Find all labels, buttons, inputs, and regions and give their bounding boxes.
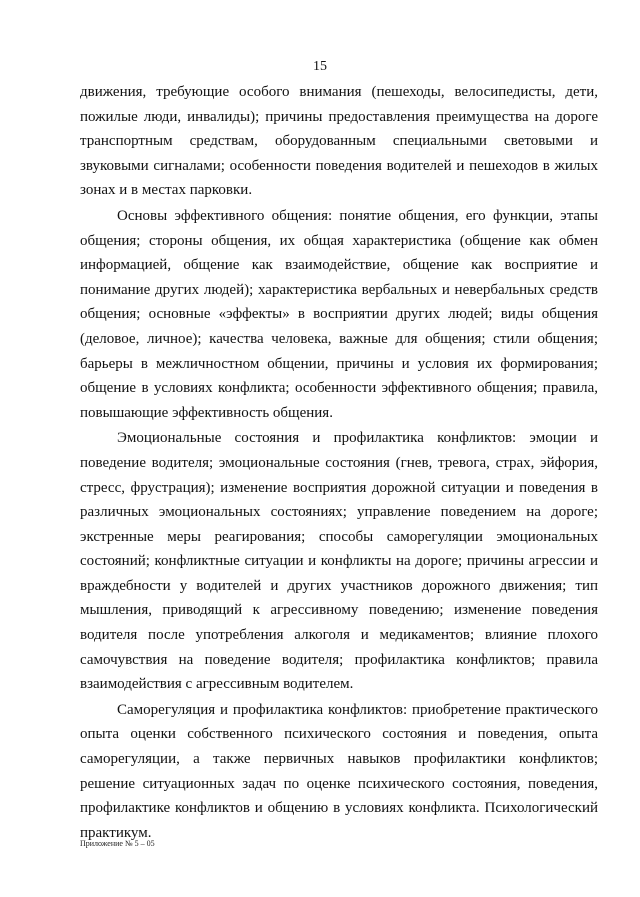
- paragraph-communication: Основы эффективного общения: понятие общения, его функции, этапы общения; стороны общения, их общая характеристика (общение как обмен информацией, общение как взаимодействие, общение как восприятие и понимание других людей); характеристика вербальных и невербальных средств общения; основные «эффекты» в восприятии других людей; виды общения (деловое, личное); качества человека, важные для общения; стили общения; барьеры в межличностном общении, причины и условия их формирования; общение в условиях конфликта; особенности эффективного общения; правила, повышающие эффективность общения.: [80, 207, 598, 421]
- page-number: 15: [313, 59, 327, 74]
- paragraph-emotional-states: Эмоциональные состояния и профилактика конфликтов: эмоции и поведение водителя; эмоциональные состояния (гнев, тревога, страх, эйфория, стресс, фрустрация); изменение восприятия дорожной ситуации и поведения в различных эмоциональных состояниях; управление поведением на дороге; экстренные меры реагирования; способы саморегуляции эмоциональных состояний; конфликтные ситуации и конфликты на дороге; причины агрессии и враждебности у водителей и других участников дорожного движения; тип мышления, приводящий к агрессивному поведению; изменение поведения водителя после употребления алкоголя и медикаментов; влияние плохого самочувствия на поведение водителя; профилактика конфликтов; правила взаимодействия с агрессивным водителем.: [80, 430, 598, 693]
- paragraph-self-regulation: Саморегуляция и профилактика конфликтов: приобретение практического опыта оценки собственного психического состояния и поведения, опыта саморегуляции, а также первичных навыков профилактики конфликтов; решение ситуационных задач по оценке психического состояния, поведения, профилактике конфликтов и общению в условиях конфликта. Психологический практикум.: [80, 701, 598, 841]
- footer-note: Приложение № 5 – 05: [80, 839, 155, 848]
- body-text: [80, 80, 598, 845]
- paragraph-continuation: движения, требующие особого внимания (пешеходы, велосипедисты, дети, пожилые люди, инвалиды); причины предоставления преимущества на дороге транспортным средствам, оборудованным специальными световыми и звуковыми сигналами; особенности поведения водителей и пешеходов в жилых зонах и в местах парковки.: [80, 84, 598, 199]
